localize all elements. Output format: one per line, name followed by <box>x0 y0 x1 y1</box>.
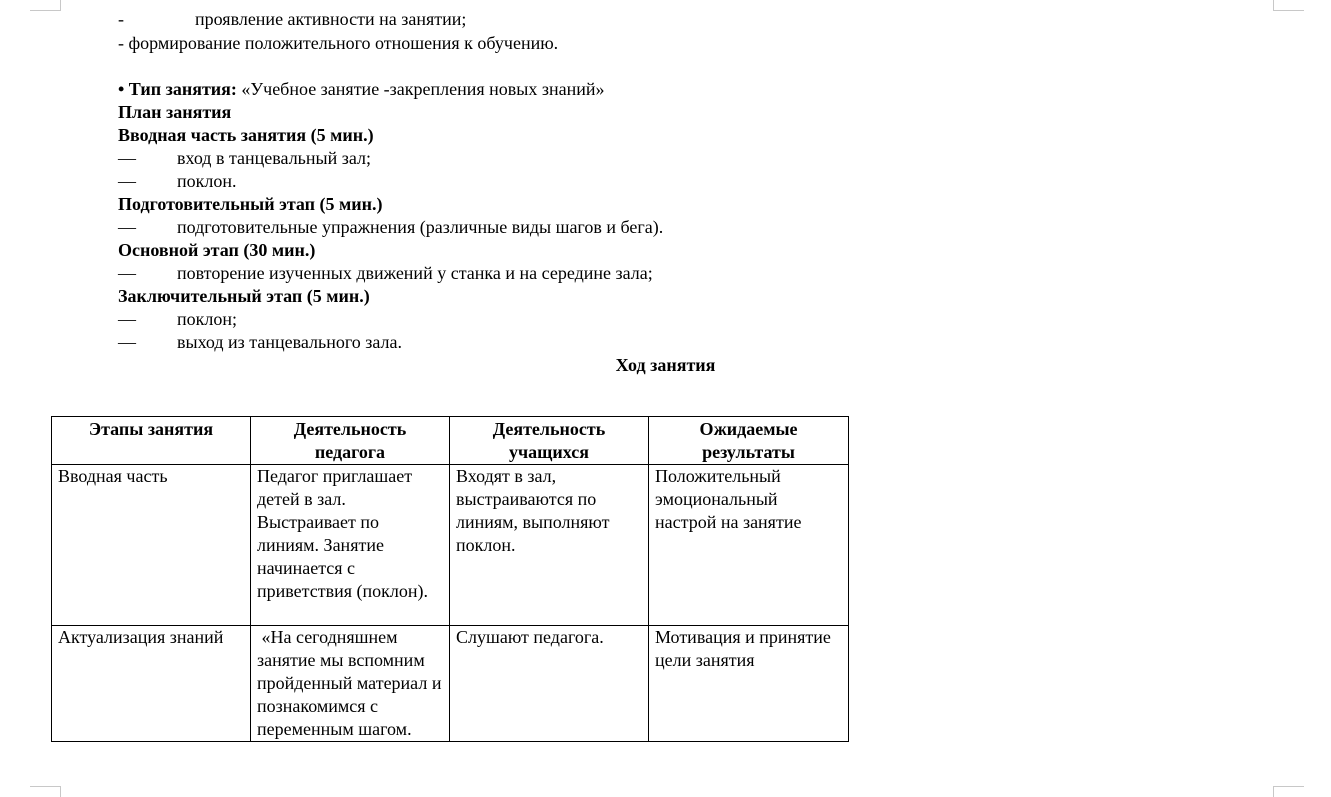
table-cell: Педагог приглашает детей в зал. Выстраивает по линиям. Занятие начинается с приветствия (поклон). <box>251 465 450 626</box>
table-cell: Мотивация и принятие цели занятия <box>649 626 849 742</box>
plan-item: — поклон; <box>118 309 237 329</box>
page-corner-mark <box>30 0 61 11</box>
plan-section-heading: Заключительный этап (5 мин.) <box>118 286 370 306</box>
plan-item: — поклон. <box>118 171 237 191</box>
column-header: Деятельность учащихся <box>450 417 649 465</box>
plan-item: — выход из танцевального зала. <box>118 332 403 352</box>
column-header: Деятельность педагога <box>251 417 450 465</box>
page-corner-mark <box>1273 0 1304 11</box>
lesson-table <box>51 416 849 742</box>
column-header: Ожидаемые результаты <box>649 417 849 465</box>
table-header-row <box>52 417 849 465</box>
plan-section-heading: Вводная часть занятия (5 мин.) <box>118 125 374 145</box>
table-cell: Положительный эмоциональный настрой на занятие <box>649 465 849 626</box>
lesson-type-value: «Учебное занятие -закрепления новых знаний» <box>236 79 605 99</box>
plan-title: План занятия <box>118 102 232 122</box>
table-row <box>52 465 849 626</box>
intro-line-2: - формирование положительного отношения к обучению. <box>118 33 559 53</box>
page-corner-mark <box>30 786 61 797</box>
table-cell: Вводная часть <box>52 465 251 626</box>
table-row <box>52 626 849 742</box>
lesson-type-label: • Тип занятия: <box>118 79 237 99</box>
plan-item: — повторение изученных движений у станка и на середине зала; <box>118 263 653 283</box>
table-cell: Актуализация знаний <box>52 626 251 742</box>
table-cell: «На сегодняшнем занятие мы вспомним пройденный материал и познакомимся с переменным шагом. <box>251 626 450 742</box>
page-corner-mark <box>1273 786 1304 797</box>
course-title: Ход занятия <box>615 355 716 375</box>
plan-item: — подготовительные упражнения (различные виды шагов и бега). <box>118 217 664 237</box>
table-cell: Входят в зал, выстраиваются по линиям, выполняют поклон. <box>450 465 649 626</box>
column-header: Этапы занятия <box>52 417 251 465</box>
plan-section-heading: Основной этап (30 мин.) <box>118 240 316 260</box>
plan-item: — вход в танцевальный зал; <box>118 148 371 168</box>
table-cell: Слушают педагога. <box>450 626 649 742</box>
intro-line-1: - проявление активности на занятии; <box>118 9 467 29</box>
lesson-type <box>118 78 605 101</box>
plan-section-heading: Подготовительный этап (5 мин.) <box>118 194 383 214</box>
